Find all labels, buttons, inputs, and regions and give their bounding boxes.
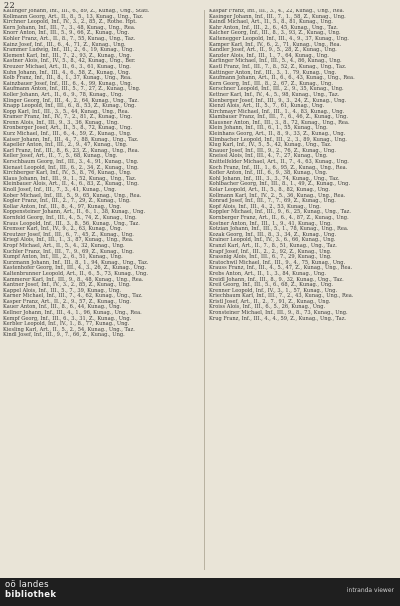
register-entry: Kostner Anton, Inf., III., 1., 9., 41, Kunag., Ung.: [209, 220, 332, 227]
register-entry: Klambauer Franz, Inf., III., 7., 6., 46, Z., Kunag., Ung.: [209, 114, 348, 121]
register-entry: Knauer Josef, Inf., III., 9., 2., 76, Z., Kunag., Ung.: [209, 147, 336, 154]
register-entry: Kuhn Johann, Inf., III., 4., 6., 58, Z., Kunag., Ung.: [3, 69, 131, 76]
register-entry: Kohlbacher Georg, Inf., III., 8., 1., 49, Z., Kunag., Ung.: [209, 181, 351, 188]
register-entry: Kopf Alois, Inf., III., 4., 2., 53, Kunag., Ung.: [209, 203, 321, 210]
register-entry: Kotzian Johann, Inf., III., 5., 1., 78, Kunag., Ung., Rea.: [209, 226, 349, 233]
register-entry: Karl Franz, Inf., III., 8., 6., 23, Z., Kunag., Ung., Rea.: [3, 147, 140, 154]
register-entry: Kogler Franz, Inf., III., 2., 7., 29, Z., Kunag., Ung.: [3, 198, 131, 205]
register-entry: Kaspar Franz, Inf., III., 3., 4., 22, Kunag., Ung., Rea.: [209, 9, 345, 14]
register-entry: Kriechbaum Karl, Inf., III., 7., 2., 43, Kunag., Ung., Rea.: [209, 293, 354, 300]
register-entry: Kienzl Alois, Art., II., 5., 7., 61, Kunag., Ung.: [209, 103, 325, 110]
register-entry: Knoll Josef, Inf., III., 7., 3., 41, Kunag., Ung.: [3, 187, 117, 193]
register-entry: Kaltenegger Leopold, Inf., III., 4., 9., 37, Kunag., Ung.: [209, 35, 349, 42]
register-entry: Krammer Ludwig, Inf., III., 2., 6., 19, Kunag., Ung.: [3, 47, 134, 54]
right-column: [209, 9, 398, 572]
register-entry: Kahr Anton, Inf., III., 2., 6., 45, Kunag., Ung., Taz.: [209, 24, 338, 31]
register-entry: Kaiser Johann, Inf., III., 4., 7., 88, Kunag., Ung., Taz.: [3, 136, 139, 143]
register-entry: Kallinger Johann, Inf., III., 6., 89, Z., Kunag., Ung., Stati.: [3, 9, 150, 14]
register-entry: Krauss Franz, Inf., III., 4., 5., 47, Z., Kunag., Ung., Rea.: [209, 265, 353, 272]
register-entry: Kopp Karl, Inf., III., 3., 5., 44, Kunag., Ung., Rea.: [3, 108, 130, 115]
logo-line-1: oö landes: [5, 580, 49, 590]
register-entry: Knorr Anton, Inf., III., 5., 9., 66, Z., Kunag., Ung.: [3, 30, 130, 37]
register-entry: Klaus Johann, Inf., III., 9., 1., 52, Kunag., Ung., Taz.: [3, 175, 137, 182]
register-entry: Kern Johann, Inf., III., 7., 3., 48, Kunag., Ung., Rea.: [3, 24, 136, 31]
register-entry: Kirchberger Karl, Inf., IV., 5., 8., 76, Kunag., Ung.: [3, 170, 132, 177]
register-entry: Knapp Leopold, Inf., III., 6., 8., 53, Z., Kunag., Ung.: [3, 103, 137, 110]
register-entry: Kastner Alois, Inf., IV., 5., 8., 42, Kunag., Ung., Ber.: [3, 58, 136, 65]
register-entry: Klausner Anton, Inf., III., 3., 8., 72, Kunag., Ung., Rea.: [209, 119, 350, 126]
register-entry: Kreil Georg, Inf., III., 5., 6., 68, Z., Kunag., Ung.: [209, 282, 334, 289]
register-entry: Koller Johann, Art., II., 6., 9., 78, Kunag., Ung.: [3, 91, 123, 98]
register-entry: Kronsteiner Michael, Inf., III., 9., 8., 73, Kunag., Ung.: [209, 310, 348, 317]
register-entry: Kerschbaum Georg, Inf., III., 3., 4., 91, Kunag., Ung.: [3, 159, 139, 166]
register-entry: Kirchmayr Michael, Inf., III., 1., 4., 83, Kunag., Ung.: [209, 108, 345, 115]
register-entry: Krapf Josef, Inf., III., 2., 2., 92, Z., Kunag., Ung.: [209, 248, 332, 255]
intranda-viewer-link[interactable]: intranda viewer: [346, 587, 394, 594]
register-entry: Kamper Karl, Inf., IV., 6., 2., 71, Kunag., Ung., Rea.: [209, 41, 342, 48]
register-entry: Kohl Johann, Inf., III., 3., 3., 74, Kunag., Ung., Taz.: [209, 175, 340, 182]
register-entry: Kindl Josef, Inf., III., 9., 7., 66, Z., Kunag., Ung.: [3, 332, 125, 339]
register-entry: Klimbacher Leopold, Inf., III., 2., 3., 89, Kunag., Ung.: [209, 136, 347, 143]
register-entry: Klug Karl, Inf., IV., 5., 5., 42, Kunag., Ung., Taz.: [209, 142, 332, 149]
register-entry: Kern Georg, Inf., III., 8., 2., 67, Z., Kunag., Ung.: [209, 80, 333, 87]
register-entry: Kornberger Franz, Art., II., 6., 4., 87, Z., Kunag., Ung.: [209, 214, 349, 221]
register-entry: Krebs Anton, Art., II., 1., 3., 84, Kunag., Ung.: [209, 270, 327, 277]
register-entry: Kohler Franz, Art., II., 8., 7., 55, Kunag., Ung., Taz.: [3, 35, 136, 42]
register-entry: Koppler Michael, Inf., III., 9., 6., 25, Kunag., Ung., Taz.: [209, 209, 351, 216]
register-entry: Kronberger Josef, Art., II., 5., 8., 72, Kunag., Ung.: [3, 125, 132, 132]
register-entry: Kappel Alois, Inf., III., 5., 7., 39, Kunag., Ung.: [3, 287, 122, 294]
register-entry: Kaltenbrunner Leopold, Art., II., 6., 5., 73, Kunag., Ung.: [3, 270, 149, 277]
register-entry: Kolar Leopold, Art., II., 5., 8., 82, Kunag., Ung.: [209, 187, 331, 193]
register-entry: Kasper Franz, Art., II., 2., 9., 57, Z., Kunag., Ung.: [3, 298, 131, 305]
register-entry: Kaufmann Johann, Art., II., 6., 6., 43, Kunag., Ung., Rea.: [209, 75, 355, 82]
register-entry: Kremser Karl, Inf., IV., 9., 2., 63, Kunag., Ung.: [3, 226, 123, 233]
register-entry: Kornfeld Georg, Inf., III., 4., 5., 74, Z., Kunag., Ung.: [3, 214, 137, 221]
register-entry: Kanzler Alois, Inf., III., 1., 7., 64, Kunag., Ung.: [209, 52, 329, 59]
left-column: [3, 9, 201, 572]
register-entry: Kellner Johann, Inf., III., 4., 1., 96, Kunag., Ung., Rea.: [3, 310, 142, 317]
register-entry: Kaindl Michael, Art., II., 5., 8., 81, Kunag., Ung.: [209, 19, 333, 26]
register-entry: Krenner Leopold, Inf., IV., 3., 1., 57, Kunag., Ung.: [209, 287, 338, 294]
register-entry: Kleinhans Georg, Art., II., 8., 9., 33, Z., Kunag., Ung.: [209, 131, 346, 138]
register-entry: Konrad Josef, Inf., III., 7., 7., 69, Z., Kunag., Ung.: [209, 198, 336, 205]
register-entry: Koppensteiner Johann, Art., II., 6., 1., 38, Kunag., Ung.: [3, 209, 146, 216]
register-entry: Kuchler Franz, Inf., III., 7., 9., 69, Z., Kunag., Ung.: [3, 248, 134, 255]
register-entry: Kandler Josef, Art., II., 9., 5., 28, Z., Kunag., Ung.: [209, 47, 337, 54]
register-entry: Kranzl Karl, Art., II., 7., 8., 51, Kunag., Ung., Taz.: [209, 242, 337, 249]
register-entry: Kettner Karl, Inf., IV., 4., 5., 98, Kunag., Ung., Taz.: [209, 91, 340, 98]
register-entry: Kerbler Leopold, Inf., IV., 1., 8., 77, Kunag., Ung.: [3, 321, 130, 328]
register-entry: Klement Karl, Inf., III., 7., 2., 93, Z., Kunag., Ung.: [3, 52, 132, 59]
register-entry: Kammerer Karl, Inf., III., 9., 8., 48, Kunag., Ung., Rea.: [3, 276, 144, 283]
page-number: 22: [4, 1, 16, 10]
register-entry: Kalcher Georg, Inf., III., 8., 3., 93, Z., Kunag., Ung.: [209, 30, 341, 37]
register-entry: Kollar Anton, Inf., III., 8., 4., 97, Kunag., Ung.: [3, 203, 122, 210]
register-entry: Kroiss Alois, Inf., III., 6., 5., 26, Kunag., Ung.: [209, 304, 326, 311]
register-entry: Kofler Anton, Inf., III., 6., 9., 38, Kunag., Ung.: [209, 170, 328, 177]
register-entry: Kropf Michael, Art., II., 5., 4., 32, Kunag., Ung.: [3, 242, 125, 249]
register-entry: Kolb Franz, Inf., III., 8., 1., 37, Kunag., Ung., Rea.: [3, 75, 132, 82]
register-entry: Kempf Georg, Inf., III., 6., 3., 31, Z., Kunag., Ung.: [3, 315, 132, 322]
register-entry: Karner Michael, Inf., III., 7., 4., 62, Kunag., Ung., Taz.: [3, 293, 143, 300]
register-entry: Kollmann Karl, Inf., IV., 2., 5., 36, Kunag., Ung., Rea.: [209, 192, 346, 199]
register-entry: Krenn Alois, Inf., III., 9., 3., 36, Kunag., Ung.: [3, 119, 119, 126]
register-entry: Kozak Georg, Inf., III., 8., 3., 34, Z., Kunag., Ung.: [209, 231, 337, 238]
register-entry: Kober Michael, Inf., III., 5., 9., 65, Kunag., Ung., Rea.: [3, 192, 142, 199]
register-entry: Kapeller Anton, Inf., III., 2., 9., 47, Kunag., Ung.: [3, 142, 128, 149]
register-entry: Krassnig Alois, Inf., III., 6., 7., 29, Kunag., Ung.: [209, 254, 332, 261]
register-entry: Kattinger Anton, Inf., III., 3., 1., 79, Kunag., Ung.: [209, 69, 337, 76]
viewer-footer: [0, 578, 400, 606]
register-entry: Koch Franz, Inf., III., 1., 6., 95, Z., Kunag., Ung., Rea.: [209, 164, 348, 171]
library-logo[interactable]: [5, 581, 56, 600]
register-entry: Kasinger Johann, Inf., III., 7., 1., 58, Z., Kunag., Ung.: [209, 13, 346, 20]
register-entry: Kastenhofer Georg, Inf., III., 4., 3., 26, Z., Kunag., Ung.: [3, 265, 147, 272]
register-entry: Kramer Franz, Inf., IV., 7., 2., 81, Z., Kunag., Ung.: [3, 114, 132, 121]
register-entry: Kaufmann Anton, Inf., III., 5., 7., 27, Z., Kunag., Ung.: [3, 86, 141, 93]
register-entry: Krug Franz, Inf., III., 4., 4., 59, Z., Kunag., Ung., Taz.: [209, 315, 347, 322]
register-entry: Kainz Josef, Inf., III., 6., 4., 71, Z., Kunag., Ung.: [3, 41, 126, 48]
register-entry: Kurz Michael, Inf., III., 6., 4., 59, Z., Kunag., Ung.: [3, 131, 132, 138]
register-entry: Keller Josef, Art., II., 7., 5., 68, Kunag., Ung.: [3, 153, 118, 160]
logo-line-2: bibliothek: [5, 590, 57, 600]
register-entry: Kratochwil Michael, Inf., III., 9., 4., 75, Kunag., Ung.: [209, 259, 346, 266]
register-entry: Kienberger Josef, Inf., III., 9., 3., 24, Z., Kunag., Ung.: [209, 97, 347, 104]
register-entry: Kneissl Alois, Inf., III., 4., 7., 27, Kunag., Ung.: [209, 153, 328, 160]
register-entry: Kreutzer Josef, Inf., III., 6., 7., 45, Z., Kunag., Ung.: [3, 231, 134, 238]
register-entry: Kumpf Anton, Inf., III., 2., 6., 51, Kunag., Ung.: [3, 254, 123, 261]
register-entry: Kreidl Johann, Inf., III., 8., 9., 32, Kunag., Ung., Taz.: [209, 276, 344, 283]
register-entry: Klein Johann, Inf., III., 6., 1., 55, Kunag., Ung.: [209, 125, 328, 132]
register-entry: Kleinbauer Alois, Art., II., 4., 6., 83, Z., Kunag., Ung.: [3, 181, 139, 188]
register-entry: Kurzmann Johann, Inf., III., 8., 1., 94, Kunag., Ung., Taz.: [3, 259, 149, 266]
register-entry: Kriegl Alois, Inf., III., 1., 3., 87, Kunag., Ung., Rea.: [3, 237, 134, 244]
register-entry: Kauer Anton, Inf., III., 8., 6., 44, Kunag., Ung.: [3, 304, 122, 311]
register-entry: Kraus Leopold, Inf., III., 3., 8., 56, Kunag., Ung., Taz.: [3, 220, 140, 227]
register-entry: Kastl Franz, Inf., III., 7., 8., 52, Z., Kunag., Ung., Taz.: [209, 63, 347, 70]
register-entry: Kainzbauer Josef, Inf., III., 6., 4., 99, Kunag., Ung.: [3, 80, 133, 87]
register-entry: Kerschner Leopold, Inf., III., 2., 9., 35, Kunag., Ung.: [209, 86, 344, 93]
register-entry: Kantner Josef, Inf., IV., 3., 2., 85, Z., Kunag., Ung.: [3, 282, 131, 289]
register-entry: Krainer Leopold, Inf., IV., 3., 6., 66, Kunag., Ung.: [209, 237, 336, 244]
column-divider: [204, 10, 205, 570]
register-entry: Karlinger Michael, Inf., III., 5., 4., 86, Kunag., Ung.: [209, 58, 342, 65]
register-entry: Kristl Josef, Art., II., 2., 7., 91, Z., Kunag., Ung.: [209, 298, 331, 305]
register-entry: Kienast Leopold, Inf., III., 6., 2., 34, Z., Kunag., Ung.: [3, 164, 139, 171]
register-entry: Kirchner Leopold, Inf., IV., 3., 2., 85, Z., Rothe. Hpt.: [3, 19, 137, 26]
register-entry: Kreuzer Michael, Art., II., 6., 3., 61, Kunag., Ung.: [3, 63, 131, 70]
register-entry: Knittelfelder Michael, Art., II., 7., 4., 63, Kunag., Ung.: [209, 159, 349, 166]
register-entry: Kollmann Georg, Art., II., 8., 5., 13, Kunag., Ung., Taz.: [3, 13, 144, 20]
register-entry: Kiesling Karl, Art., II., 5., 2., 54, Kunag., Ung., Taz.: [3, 326, 135, 333]
register-entry: Klinger Georg, Inf., III., 4., 2., 64, Kunag., Ung., Taz.: [3, 97, 139, 104]
